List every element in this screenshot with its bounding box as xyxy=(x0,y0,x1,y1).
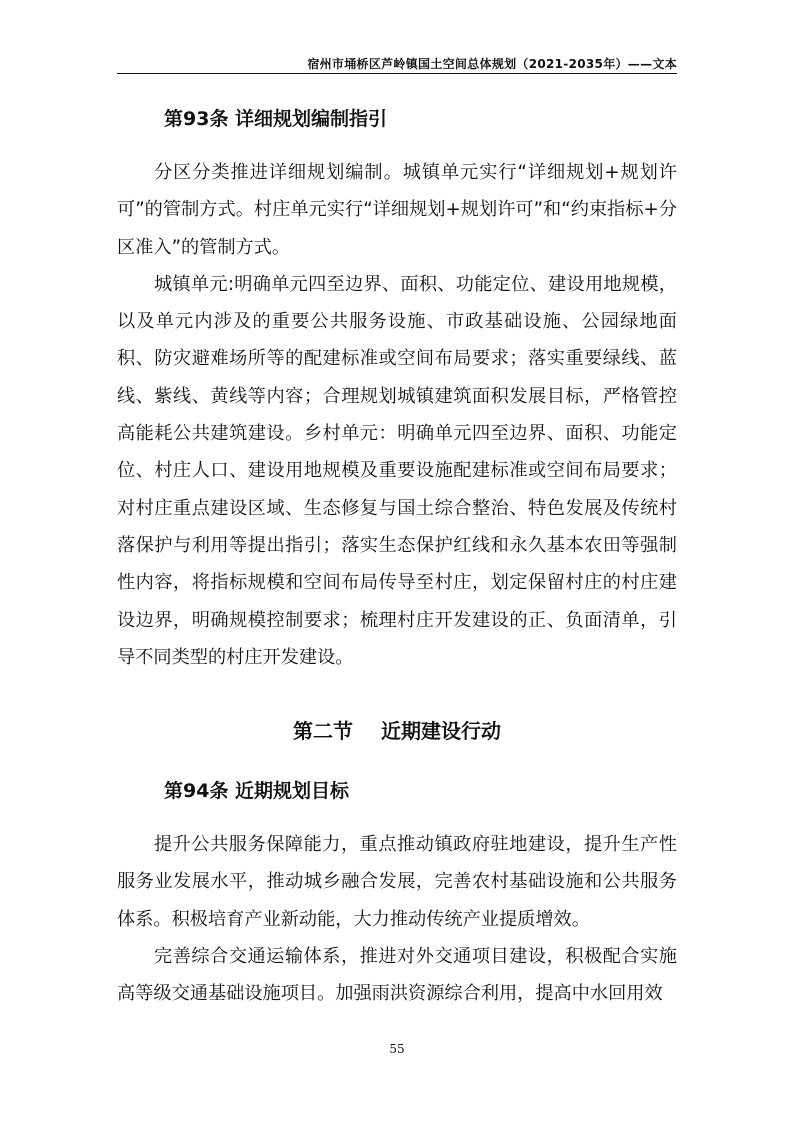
article-94-paragraph-2: 完善综合交通运输体系，推进对外交通项目建设，积极配合实施高等级交通基础设施项目。加强雨洪资源综合利用，提高中水回用效 xyxy=(117,946,677,1005)
section-number: 第二节 xyxy=(293,719,353,744)
article-94-title: 第94条 近期规划目标 xyxy=(164,780,350,803)
page-number: 55 xyxy=(389,1042,405,1056)
section-heading xyxy=(117,714,677,748)
article-94-paragraph-1: 提升公共服务保障能力，重点推动镇政府驻地建设，提升生产性服务业发展水平，推动城乡融合发展，完善农村基础设施和公共服务体系。积极培育产业新动能，大力推动传统产业提质增效。 xyxy=(117,834,677,930)
article-93-paragraph-2: 城镇单元:明确单元四至边界、面积、功能定位、建设用地规模，以及单元内涉及的重要公共服务设施、市政基础设施、公园绿地面积、防灾避难场所等的配建标准或空间布局要求；落实重要绿线、蓝线、紫线、黄线等内容；合理规划城镇建筑面积发展目标，严格管控高能耗公共建筑建设。乡村单元：明确单元四至边界、面积、功能定位、村庄人口、建设用地规模及重要设施配建标准或空间布局要求；对村庄重点建设区域、生态修复与国土综合整治、特色发展及传统村落保护与利用等提出指引；落实生态保护红线和永久基本农田等强制性内容，将指标规模和空间布局传导至村庄，划定保留村庄的村庄建设边界，明确规模控制要求；梳理村庄开发建设的正、负面清单，引导不同类型的村庄开发建设。 xyxy=(117,273,677,668)
section-title: 近期建设行动 xyxy=(381,719,501,744)
article-93-paragraph-1: 分区分类推进详细规划编制。城镇单元实行“详细规划+规划许可”的管制方式。村庄单元实行“详细规划+规划许可”和“约束指标+分区准入”的管制方式。 xyxy=(117,162,677,258)
header-divider xyxy=(117,73,677,74)
article-93-title: 第93条 详细规划编制指引 xyxy=(164,108,388,130)
running-header: 宿州市埇桥区芦岭镇国土空间总体规划（2021-2035年）——文本 xyxy=(307,57,677,71)
page-content xyxy=(117,98,677,1013)
